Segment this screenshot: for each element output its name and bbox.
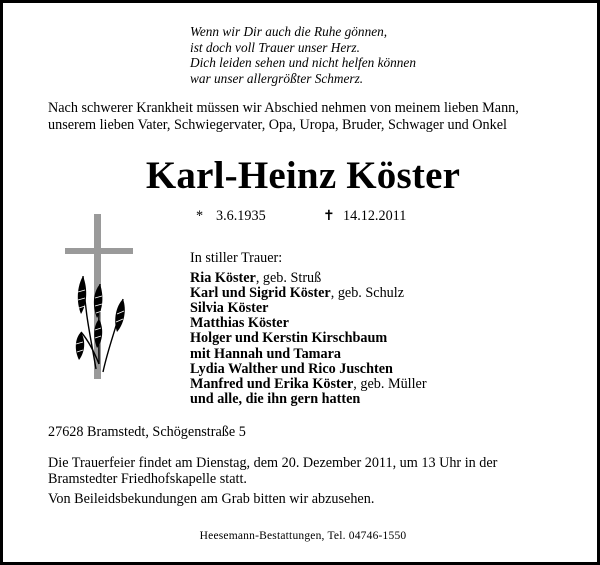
mourner-row [190,377,427,392]
mourner-row [190,331,427,346]
death-date-value: 14.12.2011 [343,208,407,224]
mourner-name: Holger und Kerstin Kirschbaum [190,330,388,347]
birth-date-value: 3.6.1935 [216,208,266,224]
poem [190,24,570,86]
family-address: 27628 Bramstedt, Schögenstraße 5 [48,424,246,440]
mourner-row [190,316,427,331]
poem-line: ist doch voll Trauer unser Herz. [190,39,360,55]
mourner-suffix: , geb. Struß [255,270,322,287]
mourner-row [190,286,427,301]
mourners-list [190,251,427,407]
poem-line: Dich leiden sehen und nicht helfen können [190,55,416,71]
mourner-row [190,347,427,362]
birth-date [196,208,266,225]
intro-line: Nach schwerer Krankheit müssen wir Abschied nehmen von meinem lieben Mann, [48,100,519,116]
mourner-name: Ria Köster [190,270,256,287]
mourner-suffix: , geb. Müller [353,375,427,392]
funeral-line: Die Trauerfeier findet am Dienstag, dem 20. Dezember 2011, um 13 Uhr in der [48,455,498,471]
mourner-suffix: , geb. Schulz [330,285,405,302]
birth-star-icon: * [196,208,204,224]
mourner-name: Lydia Walther und Rico Juschten [190,360,393,377]
death-cross-icon: ✝ [323,208,335,224]
mourner-name: Manfred und Erika Köster [190,375,354,392]
funeral-line: Bramstedter Friedhofskapelle statt. [48,471,247,488]
cross-with-wheat-icon [63,214,143,379]
mourner-row [190,301,427,316]
mourner-name: mit Hannah und Tamara [190,345,341,362]
mourner-name: und alle, die ihn gern hatten [190,390,361,407]
death-date [323,208,406,225]
mourner-name: Silvia Köster [190,300,269,317]
mourner-name: Matthias Köster [190,315,289,332]
mourners-heading: In stiller Trauer: [190,250,283,266]
mourner-row [190,271,427,286]
poem-line: war unser allergrößter Schmerz. [190,70,364,86]
mourner-row [190,392,427,407]
condolence-note: Von Beileidsbekundungen am Grab bitten wir abzusehen. [48,491,375,507]
deceased-name: Karl-Heinz Köster [145,154,461,197]
mourner-row [190,362,427,377]
intro-line: unserem lieben Vater, Schwiegervater, Opa, Uropa, Bruder, Schwager und Onkel [48,117,507,133]
funeral-home-footer: Heesemann-Bestattungen, Tel. 04746-1550 [199,530,407,542]
intro-text [48,100,588,134]
poem-line: Wenn wir Dir auch die Ruhe gönnen, [190,24,388,39]
funeral-info [48,455,588,487]
mourner-name: Karl und Sigrid Köster [190,285,331,302]
